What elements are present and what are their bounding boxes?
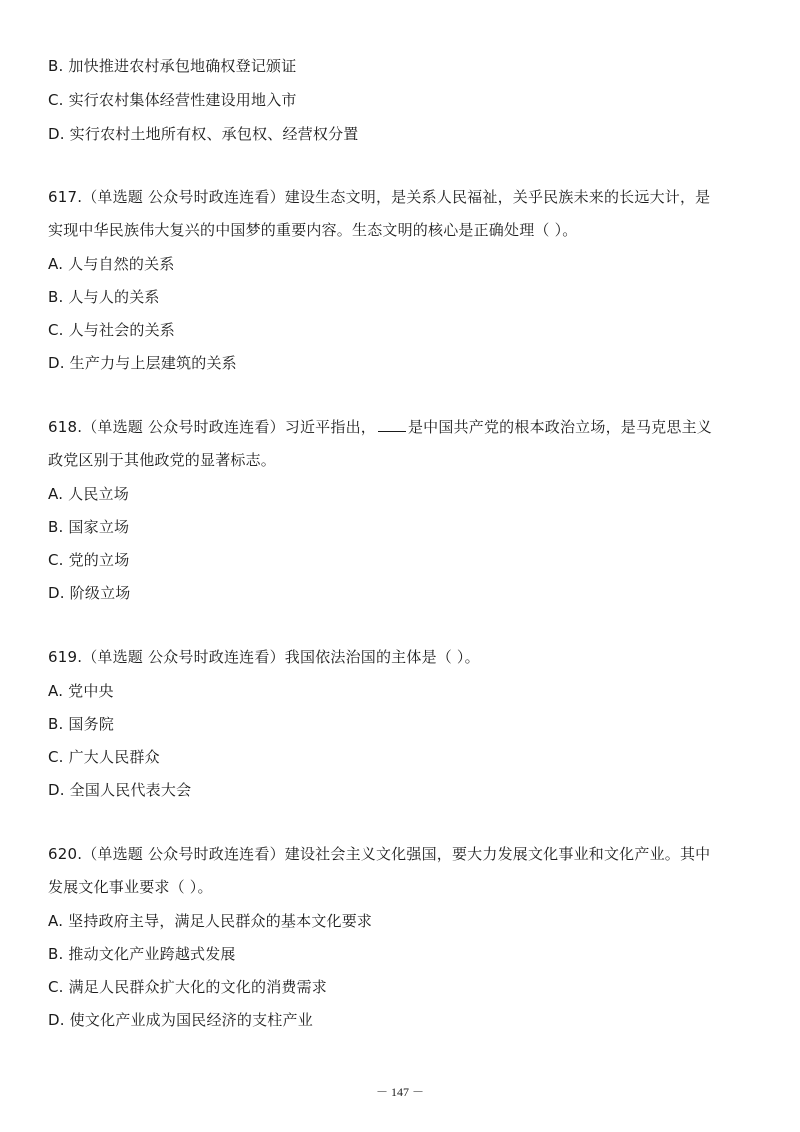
question-619-option-c: C. 广大人民群众 bbox=[48, 748, 160, 766]
question-618-option-a: A. 人民立场 bbox=[48, 485, 129, 503]
question-618-stem-line2: 政党区别于其他政党的显著标志。 bbox=[48, 451, 277, 469]
question-618-option-b: B. 国家立场 bbox=[48, 518, 130, 536]
question-617-option-c: C. 人与社会的关系 bbox=[48, 321, 176, 339]
question-618-stem-after: 是中国共产党的根本政治立场，是马克思主义 bbox=[407, 418, 712, 436]
question-620-option-a: A. 坚持政府主导，满足人民群众的基本文化要求 bbox=[48, 912, 373, 930]
question-617-option-d: D. 生产力与上层建筑的关系 bbox=[48, 354, 237, 372]
question-619-option-d: D. 全国人民代表大会 bbox=[48, 781, 192, 799]
question-618-option-c: C. 党的立场 bbox=[48, 551, 130, 569]
question-620-stem-line2: 发展文化事业要求（ ）。 bbox=[48, 878, 213, 896]
question-618-stem-before: 618.（单选题 公众号时政连连看）习近平指出， bbox=[48, 418, 376, 436]
question-619-stem-line1: 619.（单选题 公众号时政连连看）我国依法治国的主体是（ ）。 bbox=[48, 648, 480, 666]
page-number: － 147 － bbox=[375, 1085, 424, 1099]
question-618-option-d: D. 阶级立场 bbox=[48, 584, 131, 602]
option-d-prev: D. 实行农村土地所有权、承包权、经营权分置 bbox=[48, 125, 359, 143]
fill-in-blank bbox=[378, 417, 406, 432]
question-617-option-a: A. 人与自然的关系 bbox=[48, 255, 175, 273]
question-617-stem-line1: 617.（单选题 公众号时政连连看）建设生态文明，是关系人民福祉，关乎民族未来的长远大计，是 bbox=[48, 188, 711, 206]
option-c-prev: C. 实行农村集体经营性建设用地入市 bbox=[48, 91, 297, 109]
question-617-stem-line2: 实现中华民族伟大复兴的中国梦的重要内容。生态文明的核心是正确处理（ ）。 bbox=[48, 221, 578, 239]
option-b-prev: B. 加快推进农村承包地确权登记颁证 bbox=[48, 57, 297, 75]
question-620-stem-line1: 620.（单选题 公众号时政连连看）建设社会主义文化强国，要大力发展文化事业和文化产业。其中 bbox=[48, 845, 711, 863]
question-617-option-b: B. 人与人的关系 bbox=[48, 288, 160, 306]
question-620-option-d: D. 使文化产业成为国民经济的支柱产业 bbox=[48, 1011, 313, 1029]
question-620-option-b: B. 推动文化产业跨越式发展 bbox=[48, 945, 236, 963]
question-619-option-a: A. 党中央 bbox=[48, 682, 114, 700]
question-619-option-b: B. 国务院 bbox=[48, 715, 115, 733]
question-620-option-c: C. 满足人民群众扩大化的文化的消费需求 bbox=[48, 978, 328, 996]
question-618-stem-line1 bbox=[48, 417, 712, 437]
